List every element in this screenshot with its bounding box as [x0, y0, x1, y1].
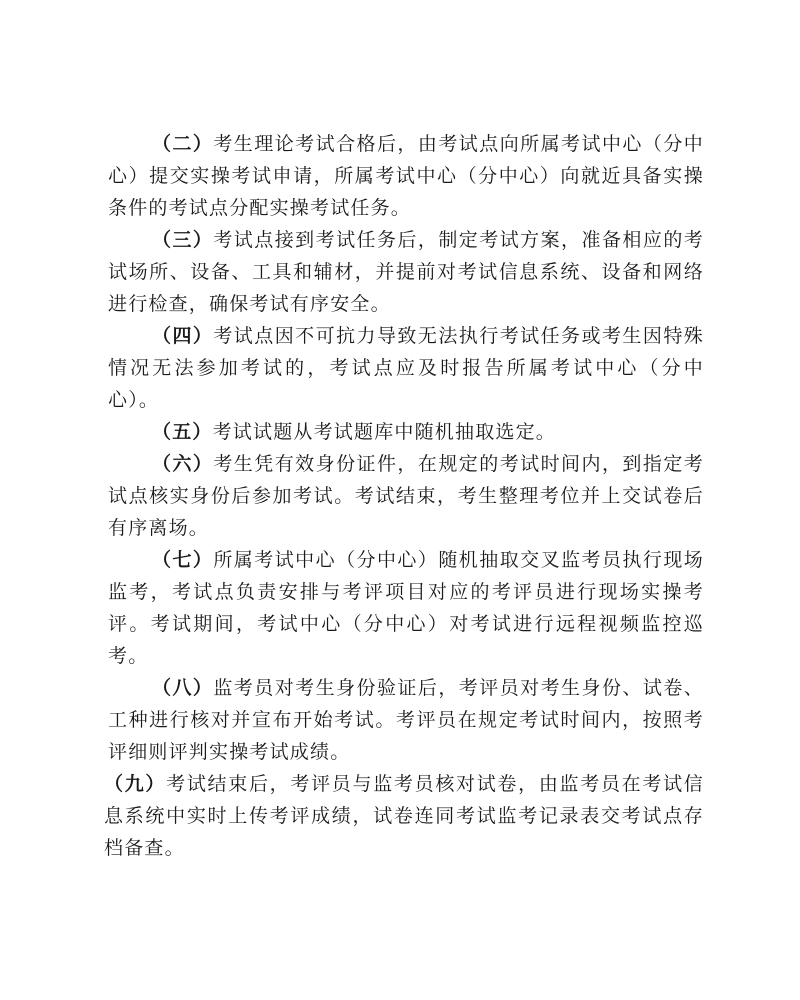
paragraph-text: 考试试题从考试题库中随机抽取选定。 [212, 421, 557, 443]
paragraph-text: 考试结束后，考评员与监考员核对试卷，由监考员在考试信息系统中实时上传考评成绩，试卷连同考试监考记录表交考试点存档备查。 [104, 773, 704, 859]
paragraph-text: 考生凭有效身份证件，在规定的考试时间内，到指定考试点核实身份后参加考试。考试结束，考生整理考位并上交试卷后有序离场。 [108, 453, 704, 539]
paragraph-text: 考试点因不可抗力导致无法执行考试任务或考生因特殊情况无法参加考试的，考试点应及时报告所属考试中心（分中心）。 [108, 325, 704, 411]
paragraph-6 [108, 448, 704, 544]
paragraph-text: 考生理论考试合格后，由考试点向所属考试中心（分中心）提交实操考试申请，所属考试中心（分中心）向就近具备实操条件的考试点分配实操考试任务。 [108, 133, 704, 219]
paragraph-text: 所属考试中心（分中心）随机抽取交叉监考员执行现场监考，考试点负责安排与考评项目对应的考评员进行现场实操考评。考试期间，考试中心（分中心）对考试进行远程视频监控巡考。 [108, 549, 704, 667]
paragraph-5 [108, 416, 704, 448]
paragraph-label: （五） [152, 421, 213, 443]
paragraph-4 [108, 320, 704, 416]
document-body [104, 128, 704, 864]
paragraph-text: 考试点接到考试任务后，制定考试方案，准备相应的考试场所、设备、工具和辅材，并提前对考试信息系统、设备和网络进行检查，确保考试有序安全。 [108, 229, 704, 315]
paragraph-2 [108, 128, 704, 224]
paragraph-label: （二） [152, 133, 214, 155]
paragraph-7 [108, 544, 704, 672]
paragraph-label: （九） [104, 773, 167, 795]
paragraph-label: （六） [152, 453, 214, 475]
paragraph-label: （三） [152, 229, 214, 251]
paragraph-label: （八） [152, 677, 214, 699]
paragraph-8 [108, 672, 704, 768]
paragraph-label: （四） [152, 325, 214, 347]
paragraph-3 [108, 224, 704, 320]
paragraph-label: （七） [152, 549, 214, 571]
paragraph-text: 监考员对考生身份验证后，考评员对考生身份、试卷、工种进行核对并宣布开始考试。考评员在规定考试时间内，按照考评细则评判实操考试成绩。 [108, 677, 704, 763]
paragraph-9 [104, 768, 704, 864]
